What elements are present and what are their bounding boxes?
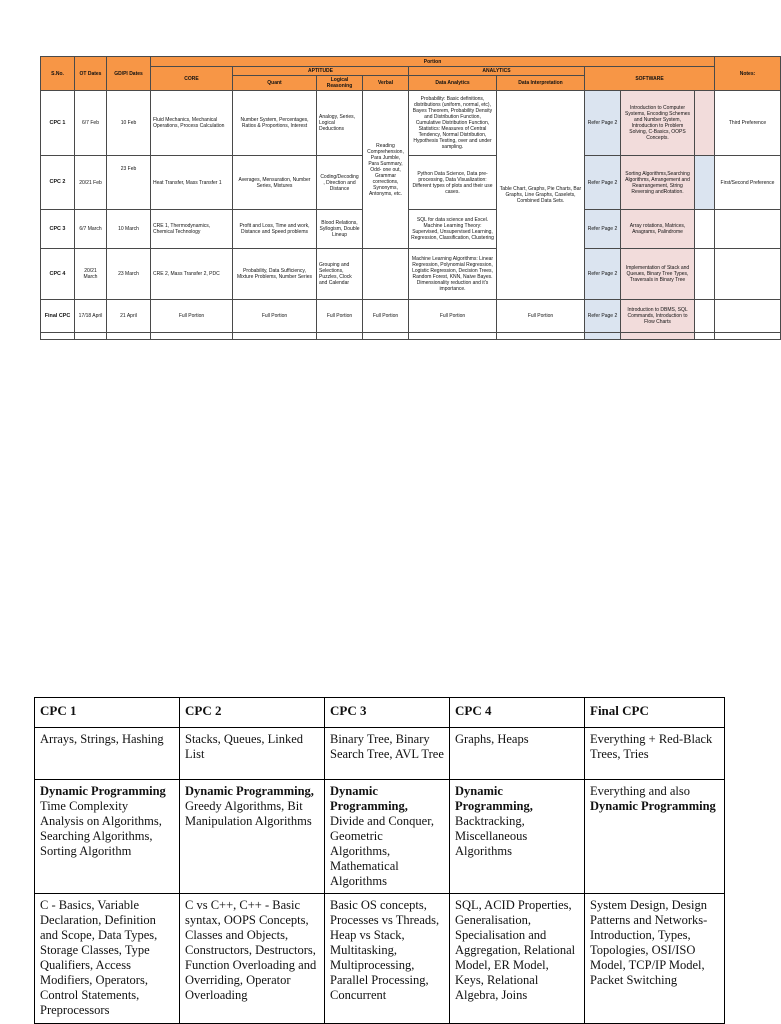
row-ot-date: 20/21 Feb — [75, 156, 107, 210]
header-software: SOFTWARE — [585, 67, 715, 91]
row-gd-date: 21 April — [107, 300, 151, 333]
row-notes: Third Preference — [715, 91, 781, 156]
cpc-cell: Graphs, Heaps — [450, 728, 585, 780]
row-core: CRE 1, Thermodynamics, Chemical Technology — [151, 210, 233, 249]
row-quant: Full Portion — [233, 300, 317, 333]
row-logical: Full Portion — [317, 300, 363, 333]
cpc-languages-row — [35, 894, 725, 1024]
row-core: Fluid Mechanics, Mechanical Operations, Process Calculation — [151, 91, 233, 156]
tail-cell — [497, 333, 585, 340]
cpc-cell: C - Basics, Variable Declaration, Definition and Scope, Data Types, Storage Classes, Type Qualifiers, Access Modifiers, Operators, Control Statements, Preprocessors — [35, 894, 180, 1024]
tail-cell — [41, 333, 75, 340]
header-core: CORE — [151, 67, 233, 91]
verbal-empty-cell — [363, 249, 409, 300]
cpc-cell: Basic OS concepts, Processes vs Threads, Heap vs Stack, Multitasking, Multiprocessing, Parallel Processing, Concurrent — [325, 894, 450, 1024]
cpc-cell-text: Divide and Conquer, Geometric Algorithms, Mathematical Algorithms — [330, 814, 434, 888]
tail-cell — [233, 333, 317, 340]
schedule-table — [40, 56, 781, 340]
row-notes — [715, 300, 781, 333]
header-aptitude: APTITUDE — [233, 67, 409, 76]
cpc-cell — [450, 780, 585, 894]
row-quant: Profit and Loss, Time and work, Distance and Speed problems — [233, 210, 317, 249]
cpc-cell — [585, 780, 725, 894]
cpc-cell — [180, 780, 325, 894]
verbal-shared-cell: Reading Comprehension, Para Jumble, Para Summary, Odd- one out, Grammar corrections, Synonyms, Antonyms, etc. — [363, 91, 409, 249]
cpc-header: CPC 4 — [450, 698, 585, 728]
tail-cell — [151, 333, 233, 340]
row-sno: CPC 3 — [41, 210, 75, 249]
header-analytics: ANALYTICS — [409, 67, 585, 76]
header-verbal: Verbal — [363, 76, 409, 91]
cpc-cell-text: Time Complexity Analysis on Algorithms, Searching Algorithms, Sorting Algorithm — [40, 799, 162, 858]
row-logical: Grouping and Selections, Puzzles, Clock and Calendar — [317, 249, 363, 300]
tail-cell — [695, 333, 715, 340]
row-software: Array rotations, Matrices, Anagrams, Palindrome — [621, 210, 695, 249]
row-ot-date: 20/21 March — [75, 249, 107, 300]
row-notes: First/Second Preference — [715, 156, 781, 210]
row-sno: CPC 1 — [41, 91, 75, 156]
tail-cell — [363, 333, 409, 340]
cpc-header: CPC 1 — [35, 698, 180, 728]
header-ot-dates: OT Dates — [75, 57, 107, 91]
row-logical: Coding/Decoding , Direction and Distance — [317, 156, 363, 210]
cpc-cell-bold: Dynamic Programming, — [330, 784, 408, 813]
row-notes — [715, 210, 781, 249]
header-data-interpretation: Data Interpretation — [497, 76, 585, 91]
cpc-data-structures-row — [35, 728, 725, 780]
tail-cell — [317, 333, 363, 340]
header-quant: Quant — [233, 76, 317, 91]
schedule-row — [41, 333, 781, 340]
row-sno: CPC 4 — [41, 249, 75, 300]
cpc-header: Final CPC — [585, 698, 725, 728]
row-ot-date: 17/18 April — [75, 300, 107, 333]
row-spacer — [695, 156, 715, 210]
cpc-cell: Everything + Red-Black Trees, Tries — [585, 728, 725, 780]
tail-cell — [621, 333, 695, 340]
header-sno: S.No. — [41, 57, 75, 91]
row-gd-date: 23 March — [107, 249, 151, 300]
row-ot-date: 6/7 Feb — [75, 91, 107, 156]
header-notes: Notes: — [715, 57, 781, 91]
cpc-cell-text: Greedy Algorithms, Bit Manipulation Algorithms — [185, 799, 312, 828]
cpc-cell-text: Backtracking, Miscellaneous Algorithms — [455, 814, 528, 858]
cpc-header: CPC 2 — [180, 698, 325, 728]
row-quant: Probability, Data Sufficiency, Mixture Problems, Number Series — [233, 249, 317, 300]
row-logical: Blood Relations, Syllogism, Double Lineup — [317, 210, 363, 249]
row-sno: Final CPC — [41, 300, 75, 333]
schedule-row — [41, 91, 781, 156]
row-ot-date: 6/7 March — [75, 210, 107, 249]
schedule-row — [41, 249, 781, 300]
tail-cell — [585, 333, 621, 340]
row-gd-date: 10 Feb — [107, 91, 151, 156]
cpc-header: CPC 3 — [325, 698, 450, 728]
row-spacer — [695, 91, 715, 156]
row-gd-date: 23 Feb — [107, 156, 151, 210]
row-spacer — [695, 210, 715, 249]
row-quant: Averages, Mensuration, Number Series, Mixtures — [233, 156, 317, 210]
cpc-cell: Binary Tree, Binary Search Tree, AVL Tree — [325, 728, 450, 780]
tail-cell — [409, 333, 497, 340]
cpc-cell: SQL, ACID Properties, Generalisation, Specialisation and Aggregation, Relational Model, ER Model, Keys, Relational Algebra, Joins — [450, 894, 585, 1024]
row-quant: Number System, Percentages, Ratios & Proportions, Interest — [233, 91, 317, 156]
row-refer: Refer Page 2 — [585, 300, 621, 333]
cpc-header-row — [35, 698, 725, 728]
row-refer: Refer Page 2 — [585, 156, 621, 210]
header-gd-dates: GD/PI Dates — [107, 57, 151, 91]
header-logical: Logical Reasoning — [317, 76, 363, 91]
cpc-cell-bold: Dynamic Programming, — [185, 784, 314, 798]
tail-cell — [107, 333, 151, 340]
row-refer: Refer Page 2 — [585, 91, 621, 156]
cpc-cell — [35, 780, 180, 894]
row-refer: Refer Page 2 — [585, 210, 621, 249]
cpc-cell-text: Everything and also — [590, 784, 690, 798]
row-sno: CPC 2 — [41, 156, 75, 210]
cpc-cell: Stacks, Queues, Linked List — [180, 728, 325, 780]
tail-cell — [715, 333, 781, 340]
header-portion: Portion — [151, 57, 715, 67]
cpc-cell-bold: Dynamic Programming, — [455, 784, 533, 813]
row-software: Implementation of Stack and Queues, Binary Tree Types, Traversals in Binary Tree — [621, 249, 695, 300]
row-data-analytics: Probability: Basic definitions, distributions (uniform, normal, etc), Bayes Theorem, Probability Density and Distribution Function, Cumulative Distribution Function, Statistics: Measures of Central Tendency, Normal Distribution, Hypothesis Testing, over and under sampling. — [409, 91, 497, 156]
cpc-cell-bold: Dynamic Programming — [40, 784, 166, 798]
cpc-cell-bold: Dynamic Programming — [590, 799, 716, 813]
schedule-row — [41, 210, 781, 249]
cpc-cell: System Design, Design Patterns and Networks-Introduction, Types, Topologies, OSI/ISO Model, TCP/IP Model, Packet Switching — [585, 894, 725, 1024]
cpc-cell — [325, 780, 450, 894]
row-refer: Refer Page 2 — [585, 249, 621, 300]
row-notes — [715, 249, 781, 300]
schedule-row — [41, 300, 781, 333]
cpc-cell: C vs C++, C++ - Basic syntax, OOPS Concepts, Classes and Objects, Constructors, Destructors, Function Overloading and Overriding, Operator Overloading — [180, 894, 325, 1024]
data-interpretation-shared-cell: Table Chart, Graphs, Pie Charts, Bar Graphs, Line Graphs, Caselets, Combined Data Sets. — [497, 91, 585, 300]
row-software: Sorting Algorithms,Searching Algorithms, Arrangement and Rearrangement, String Reversing andRotation. — [621, 156, 695, 210]
row-logical: Analogy, Series, Logical Deductions — [317, 91, 363, 156]
tail-cell — [75, 333, 107, 340]
row-data-interpretation: Full Portion — [497, 300, 585, 333]
row-data-analytics: SQL for data science and Excel. Machine Learning Theory: Supervised, Unsupervised Learning, Regression, Classification, Clustering — [409, 210, 497, 249]
row-data-analytics: Machine Learning Algorithms: Linear Regression, Polynomial Regression, Logistic Regression, Decision Trees, Random Forest, KNN, Naive Bayes. Dimensionality reduction and it's importance. — [409, 249, 497, 300]
row-software: Introduction to DBMS, SQL Commands, Introduction to Flow Charts — [621, 300, 695, 333]
row-gd-date: 10 March — [107, 210, 151, 249]
row-core: Full Portion — [151, 300, 233, 333]
row-verbal: Full Portion — [363, 300, 409, 333]
row-core: Heat Transfer, Mass Transfer 1 — [151, 156, 233, 210]
row-data-analytics: Full Portion — [409, 300, 497, 333]
row-core: CRE 2, Mass Transfer 2, PDC — [151, 249, 233, 300]
row-spacer — [695, 300, 715, 333]
header-data-analytics: Data Analytics — [409, 76, 497, 91]
row-data-analytics: Python Data Science, Data pre-processing, Data Visualization: Different types of plots and their use cases. — [409, 156, 497, 210]
row-software: Introduction to Computer Systems, Encoding Schemes and Number System, Introduction to Problem Solving, C-Basics, OOPS Concepts. — [621, 91, 695, 156]
schedule-row — [41, 156, 781, 210]
cpc-cell: Arrays, Strings, Hashing — [35, 728, 180, 780]
row-spacer — [695, 249, 715, 300]
cpc-topics-table — [34, 697, 725, 1024]
cpc-algorithms-row — [35, 780, 725, 894]
